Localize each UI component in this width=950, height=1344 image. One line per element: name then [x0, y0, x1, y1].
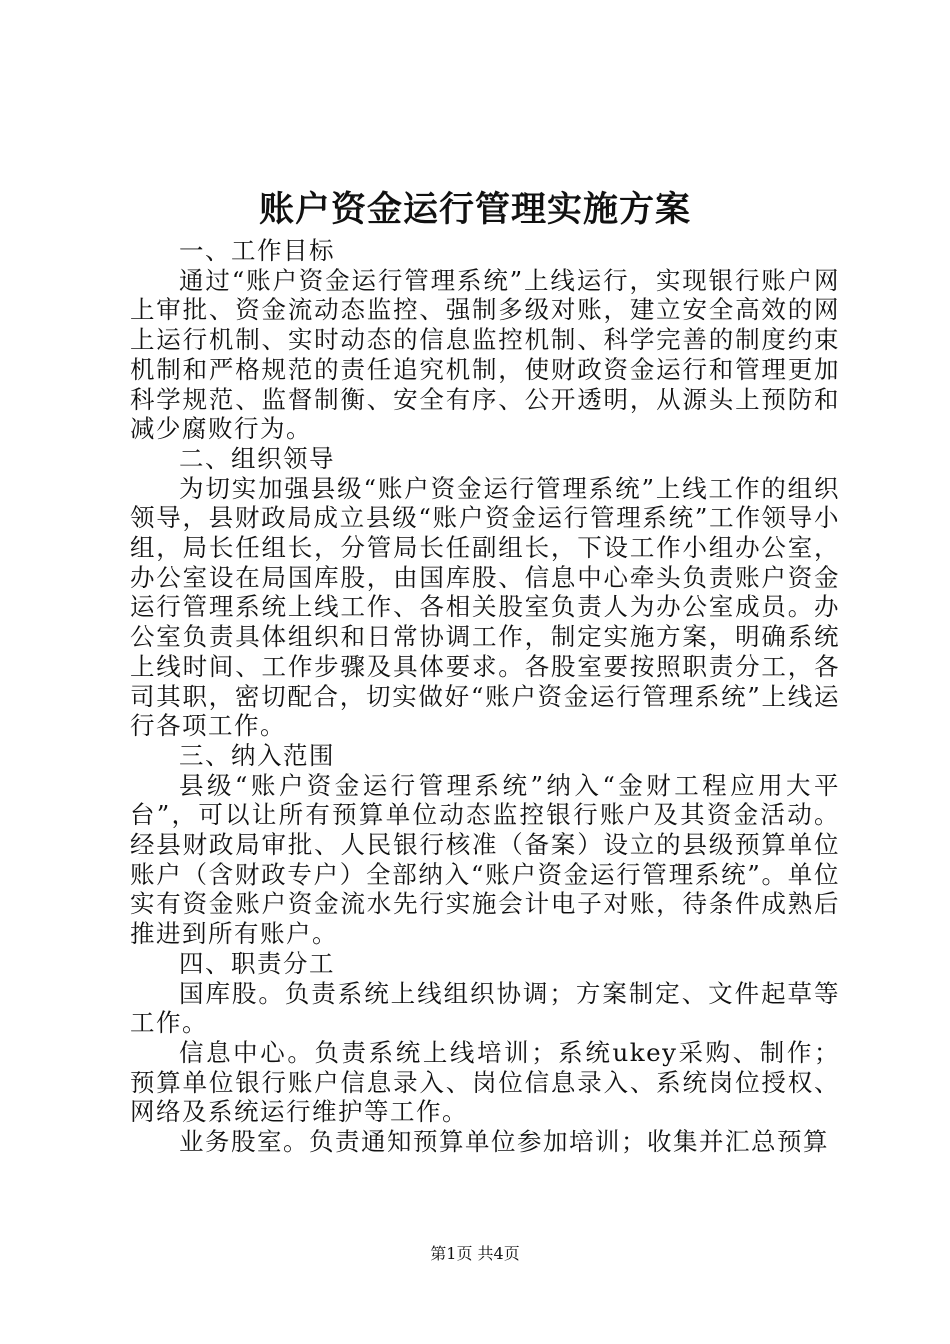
section-heading: 三、纳入范围	[179, 740, 335, 770]
page-footer: 第1页 共4页	[430, 1244, 520, 1263]
section-heading: 四、职责分工	[179, 948, 335, 978]
body-paragraph: 信息中心。负责系统上线培训；系统ukey采购、制作；预算单位银行账户信息录入、岗位信息录入、系统岗位授权、网络及系统运行维护等工作。	[130, 1037, 840, 1127]
document-body	[130, 236, 840, 1157]
body-paragraph: 通过“账户资金运行管理系统”上线运行，实现银行账户网上审批、资金流动态监控、强制多级对账，建立安全高效的网上运行机制、实时动态的信息监控机制、科学完善的制度约束机制和严格规范的责任追究机制，使财政资金运行和管理更加科学规范、监督制衡、安全有序、公开透明，从源头上预防和减少腐败行为。	[130, 265, 840, 444]
body-paragraph: 县级“账户资金运行管理系统”纳入“金财工程应用大平台”，可以让所有预算单位动态监控银行账户及其资金活动。经县财政局审批、人民银行核准（备案）设立的县级预算单位账户（含财政专户）全部纳入“账户资金运行管理系统”。单位实有资金账户资金流水先行实施会计电子对账，待条件成熟后推进到所有账户。	[130, 770, 840, 949]
body-paragraph: 国库股。负责系统上线组织协调；方案制定、文件起草等工作。	[130, 978, 840, 1038]
section-heading: 一、工作目标	[179, 236, 335, 265]
body-paragraph: 为切实加强县级“账户资金运行管理系统”上线工作的组织领导，县财政局成立县级“账户资金运行管理系统”工作领导小组，局长任组长，分管局长任副组长，下设工作小组办公室，办公室设在局国库股，由国库股、信息中心牵头负责账户资金运行管理系统上线工作、各相关股室负责人为办公室成员。办公室负责具体组织和日常协调工作，制定实施方案，明确系统上线时间、工作步骤及具体要求。各股室要按照职责分工，各司其职，密切配合，切实做好“账户资金运行管理系统”上线运行各项工作。	[130, 473, 840, 741]
document-title: 账户资金运行管理实施方案	[258, 189, 691, 230]
body-paragraph: 业务股室。负责通知预算单位参加培训；收集并汇总预算	[179, 1127, 829, 1157]
section-heading: 二、组织领导	[179, 443, 335, 473]
